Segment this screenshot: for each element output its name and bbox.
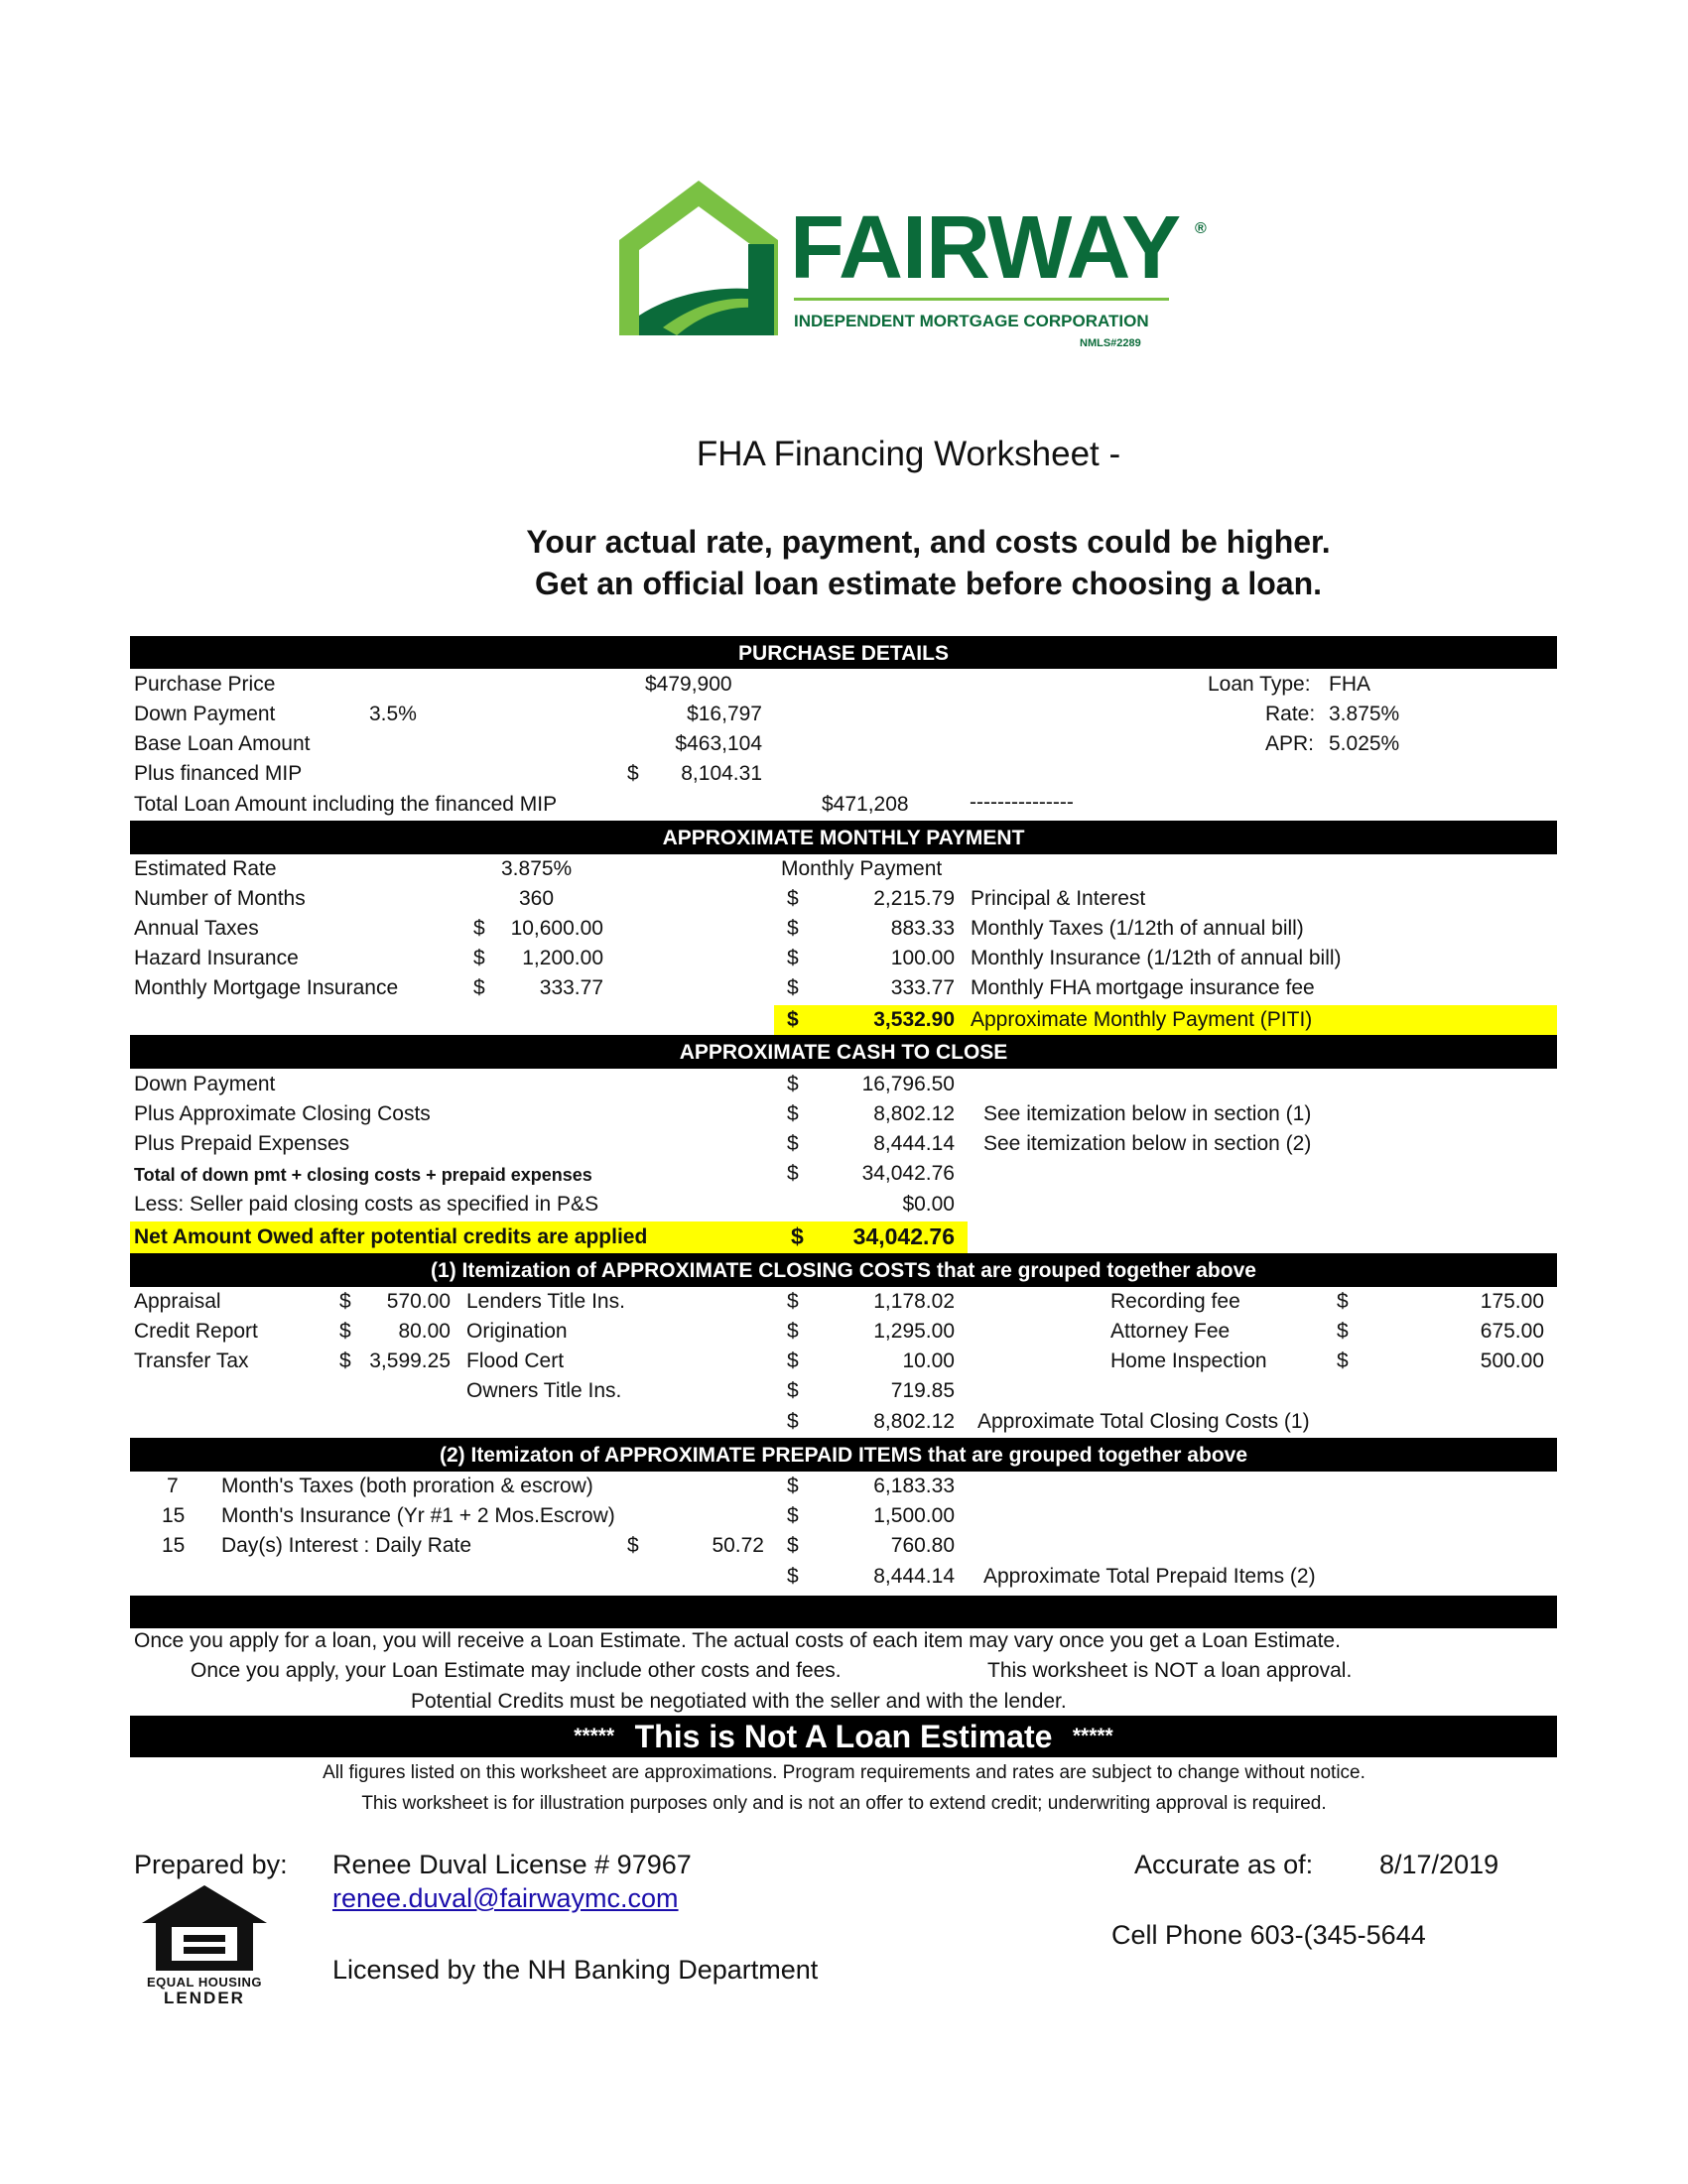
total-loan-label: Total Loan Amount including the financed MIP	[134, 793, 558, 816]
disclaimer-1: All figures listed on this worksheet are approximations. Program requirements and rates are subject to change without notice.	[323, 1762, 1365, 1783]
total-loan-value: $471,208	[822, 793, 909, 816]
closing-dollar: $	[339, 1320, 351, 1343]
piti-total-value: 3,532.90	[873, 1008, 955, 1031]
rate-value: 3.875%	[1329, 703, 1400, 725]
appraisal-label: Appraisal	[134, 1290, 221, 1313]
banner-stars-right: *****	[1072, 1725, 1113, 1747]
closing-dollar: $	[787, 1410, 799, 1433]
monthly-mortgage-insurance-label: Monthly Mortgage Insurance	[134, 976, 399, 999]
flood-cert-label: Flood Cert	[466, 1349, 565, 1372]
blank-black-bar	[130, 1596, 1557, 1628]
annual-taxes-dollar: $	[473, 917, 485, 940]
prepaid-qty: 7	[167, 1475, 179, 1497]
hazard-insurance-dollar: $	[473, 947, 485, 969]
accurate-as-of-label: Accurate as of:	[1134, 1850, 1314, 1879]
monthly-insurance-value: 100.00	[890, 947, 955, 969]
monthly-fha-mip-value: 333.77	[890, 976, 955, 999]
apr-value: 5.025%	[1329, 732, 1400, 755]
annual-taxes-label: Annual Taxes	[134, 917, 259, 940]
purchase-price-label: Purchase Price	[134, 673, 276, 696]
home-inspection-label: Home Inspection	[1110, 1349, 1267, 1372]
prepaid-itemization-header: (2) Itemizaton of APPROXIMATE PREPAID ITEMS that are grouped together above	[130, 1438, 1557, 1472]
net-amount-label: Net Amount Owed after potential credits are applied	[134, 1225, 648, 1248]
loan-type-value: FHA	[1329, 673, 1370, 696]
monthly-mortgage-insurance-value: 333.77	[539, 976, 603, 999]
prepaid-qty: 15	[162, 1534, 186, 1557]
prepaid-dollar: $	[787, 1565, 799, 1588]
monthly-taxes-label: Monthly Taxes (1/12th of annual bill)	[971, 917, 1304, 940]
closing-dollar: $	[787, 1379, 799, 1402]
banner-text: This is Not A Loan Estimate	[634, 1719, 1053, 1754]
prepaid-insurance-value: 1,500.00	[873, 1504, 955, 1527]
prepaid-dollar: $	[787, 1475, 799, 1497]
disclaimer-2: This worksheet is for illustration purposes only and is not an offer to extend credit; underwriting approval is required.	[361, 1793, 1327, 1814]
eho-line-2: LENDER	[164, 1989, 245, 2007]
equal-housing-lender-logo	[142, 1885, 267, 2007]
monthly-mortgage-insurance-dollar: $	[473, 976, 485, 999]
origination-value: 1,295.00	[873, 1320, 955, 1343]
recording-fee-value: 175.00	[1480, 1290, 1544, 1313]
seller-credits-label: Less: Seller paid closing costs as specified in P&S	[134, 1193, 599, 1216]
closing-itemization-header: (1) Itemization of APPROXIMATE CLOSING COSTS that are grouped together above	[130, 1253, 1557, 1287]
number-of-months-label: Number of Months	[134, 887, 306, 910]
total-cash-label: Total of down pmt + closing costs + prepaid expenses	[134, 1165, 592, 1185]
monthly-row-dollar: $	[787, 947, 799, 969]
monthly-row-dollar: $	[787, 887, 799, 910]
origination-label: Origination	[466, 1320, 568, 1343]
prepaid-total-value: 8,444.14	[873, 1565, 955, 1588]
loan-type-label: Loan Type:	[1208, 673, 1311, 696]
credit-report-label: Credit Report	[134, 1320, 258, 1343]
prepaid-total-label: Approximate Total Prepaid Items (2)	[983, 1565, 1316, 1588]
monthly-row-dollar: $	[787, 976, 799, 999]
prepaid-interest-value: 760.80	[890, 1534, 955, 1557]
prepaid-expenses-value: 8,444.14	[873, 1132, 955, 1155]
monthly-payment-label: Monthly Payment	[781, 857, 943, 880]
page-title: FHA Financing Worksheet -	[696, 435, 1121, 473]
hazard-insurance-label: Hazard Insurance	[134, 947, 299, 969]
closing-dollar: $	[787, 1349, 799, 1372]
cash-dollar: $	[787, 1102, 799, 1125]
estimated-rate-label: Estimated Rate	[134, 857, 277, 880]
accurate-date: 8/17/2019	[1379, 1850, 1499, 1879]
principal-interest-value: 2,215.79	[873, 887, 955, 910]
cash-dollar: $	[787, 1073, 799, 1095]
down-payment-percent: 3.5%	[369, 703, 417, 725]
cash-to-close-header: APPROXIMATE CASH TO CLOSE	[130, 1035, 1557, 1069]
total-loan-dashes: ---------------	[970, 791, 1074, 814]
cash-dollar: $	[787, 1162, 799, 1185]
monthly-taxes-value: 883.33	[890, 917, 955, 940]
preparer-name: Renee Duval License # 97967	[332, 1850, 692, 1879]
rate-label: Rate:	[1265, 703, 1316, 725]
brand-name: FAIRWAY	[790, 198, 1181, 298]
base-loan-value: $463,104	[675, 732, 762, 755]
headline-2: Get an official loan estimate before choosing a loan.	[534, 566, 1323, 601]
prepaid-dollar: $	[787, 1534, 799, 1557]
net-amount-value: 34,042.76	[852, 1223, 955, 1249]
base-loan-label: Base Loan Amount	[134, 732, 311, 755]
closing-dollar: $	[339, 1290, 351, 1313]
cell-phone: Cell Phone 603-(345-5644	[1111, 1920, 1426, 1950]
appraisal-value: 570.00	[386, 1290, 451, 1313]
logo-divider	[794, 298, 1169, 301]
purchase-details-header: PURCHASE DETAILS	[130, 636, 1557, 669]
monthly-row-dollar: $	[787, 917, 799, 940]
cash-dollar: $	[787, 1132, 799, 1155]
notice-line-3: Potential Credits must be negotiated with the seller and with the lender.	[411, 1690, 1067, 1713]
daily-rate-value: 50.72	[712, 1534, 764, 1557]
notice-line-2b: This worksheet is NOT a loan approval.	[987, 1659, 1353, 1682]
recording-fee-label: Recording fee	[1110, 1290, 1240, 1313]
closing-dollar: $	[1337, 1320, 1349, 1343]
attorney-fee-label: Attorney Fee	[1110, 1320, 1231, 1343]
brand-subtitle: INDEPENDENT MORTGAGE CORPORATION	[794, 312, 1149, 330]
number-of-months-value: 360	[519, 887, 555, 910]
prepared-by-label: Prepared by:	[134, 1850, 288, 1879]
closing-dollar: $	[787, 1290, 799, 1313]
monthly-fha-mip-label: Monthly FHA mortgage insurance fee	[971, 976, 1315, 999]
prepaid-expenses-note: See itemization below in section (2)	[983, 1132, 1312, 1155]
principal-interest-label: Principal & Interest	[971, 887, 1146, 910]
lenders-title-value: 1,178.02	[873, 1290, 955, 1313]
prepaid-taxes-value: 6,183.33	[873, 1475, 955, 1497]
notice-line-2a: Once you apply, your Loan Estimate may include other costs and fees.	[191, 1659, 842, 1682]
total-cash-value: 34,042.76	[861, 1162, 955, 1185]
home-inspection-value: 500.00	[1480, 1349, 1544, 1372]
flood-cert-value: 10.00	[902, 1349, 955, 1372]
lenders-title-label: Lenders Title Ins.	[466, 1290, 625, 1313]
transfer-tax-label: Transfer Tax	[134, 1349, 249, 1372]
not-loan-estimate-banner	[130, 1716, 1557, 1757]
financed-mip-value: 8,104.31	[681, 762, 762, 785]
daily-rate-dollar: $	[627, 1534, 639, 1557]
closing-costs-note: See itemization below in section (1)	[983, 1102, 1312, 1125]
financed-mip-label: Plus financed MIP	[134, 762, 303, 785]
estimated-rate-value: 3.875%	[501, 857, 573, 880]
credit-report-value: 80.00	[398, 1320, 451, 1343]
nmls-number: NMLS#2289	[1080, 337, 1141, 349]
notice-line-1: Once you apply for a loan, you will receive a Loan Estimate. The actual costs of each item may vary once you get a Loan Estimate.	[134, 1629, 1341, 1652]
piti-total-label: Approximate Monthly Payment (PITI)	[971, 1008, 1313, 1031]
annual-taxes-value: 10,600.00	[510, 917, 603, 940]
cash-down-payment-label: Down Payment	[134, 1073, 276, 1095]
monthly-insurance-label: Monthly Insurance (1/12th of annual bill)	[971, 947, 1342, 969]
prepaid-dollar: $	[787, 1504, 799, 1527]
owners-title-label: Owners Title Ins.	[466, 1379, 622, 1402]
closing-dollar: $	[787, 1320, 799, 1343]
closing-costs-value: 8,802.12	[873, 1102, 955, 1125]
transfer-tax-value: 3,599.25	[369, 1349, 451, 1372]
apr-label: APR:	[1265, 732, 1315, 755]
prepaid-expenses-label: Plus Prepaid Expenses	[134, 1132, 350, 1155]
closing-total-label: Approximate Total Closing Costs (1)	[977, 1410, 1310, 1433]
down-payment-label: Down Payment	[134, 703, 276, 725]
piti-dollar: $	[787, 1008, 799, 1031]
closing-dollar: $	[339, 1349, 351, 1372]
closing-dollar: $	[1337, 1290, 1349, 1313]
seller-credits-value: $0.00	[902, 1193, 955, 1216]
licensed-by-text: Licensed by the NH Banking Department	[332, 1955, 819, 1985]
monthly-payment-header: APPROXIMATE MONTHLY PAYMENT	[130, 821, 1557, 854]
cash-down-payment-value: 16,796.50	[861, 1073, 955, 1095]
house-icon	[619, 179, 778, 335]
financed-mip-dollar: $	[627, 762, 639, 785]
closing-dollar: $	[1337, 1349, 1349, 1372]
preparer-email-link[interactable]: renee.duval@fairwaymc.com	[332, 1883, 679, 1913]
registered-mark: ®	[1195, 220, 1207, 237]
prepaid-interest-label: Day(s) Interest : Daily Rate	[221, 1534, 472, 1557]
closing-costs-label: Plus Approximate Closing Costs	[134, 1102, 431, 1125]
banner-stars-left: *****	[574, 1725, 615, 1747]
equal-housing-icon	[142, 1885, 267, 1971]
net-amount-dollar: $	[791, 1223, 804, 1249]
prepaid-qty: 15	[162, 1504, 186, 1527]
prepaid-insurance-label: Month's Insurance (Yr #1 + 2 Mos.Escrow)	[221, 1504, 615, 1527]
purchase-price-value: $479,900	[645, 673, 732, 696]
owners-title-value: 719.85	[890, 1379, 955, 1402]
prepaid-taxes-label: Month's Taxes (both proration & escrow)	[221, 1475, 593, 1497]
eho-line-1: EQUAL HOUSING	[146, 1975, 263, 1990]
closing-total-value: 8,802.12	[873, 1410, 955, 1433]
hazard-insurance-value: 1,200.00	[522, 947, 603, 969]
headline-1: Your actual rate, payment, and costs could be higher.	[526, 524, 1331, 560]
down-payment-value: $16,797	[687, 703, 762, 725]
attorney-fee-value: 675.00	[1480, 1320, 1544, 1343]
